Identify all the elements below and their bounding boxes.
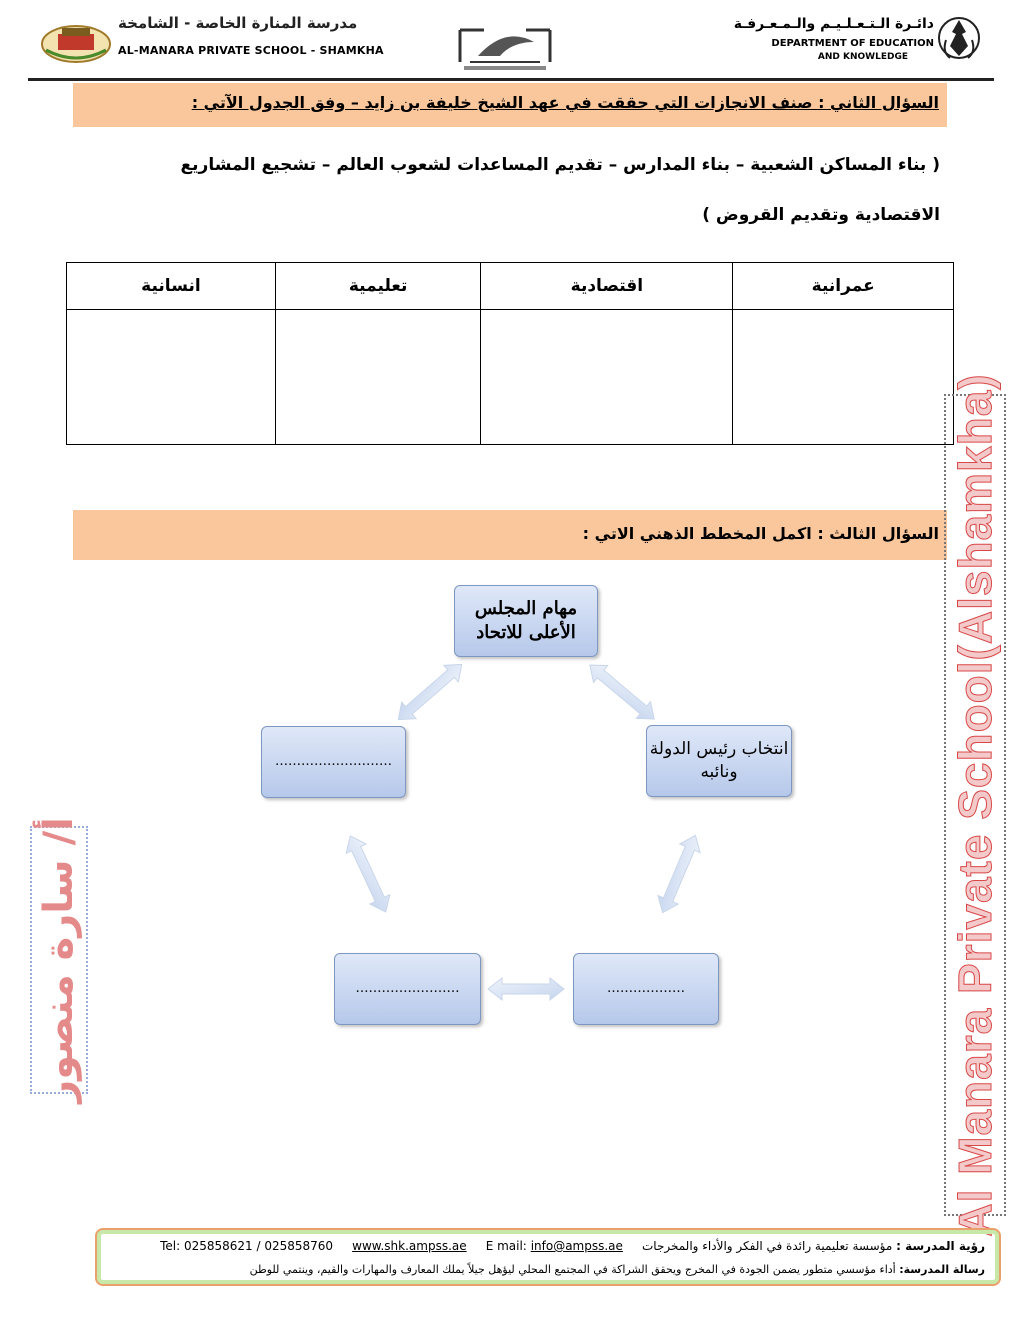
column-header-economic: اقتصادية [481, 263, 733, 310]
side-watermark-arabic-text: أ/ سارة منصور [36, 817, 82, 1103]
footer-tel: Tel: 025858621 / 025858760 [160, 1239, 334, 1253]
side-watermark-english [944, 373, 1006, 1237]
answer-cell-economic[interactable] [481, 310, 733, 445]
school-name-english: AL-MANARA PRIVATE SCHOOL - SHAMKHA [118, 44, 384, 57]
table-header-row [67, 263, 954, 310]
question3-title: السؤال الثالث : اكمل المخطط الذهني الاتي : [582, 524, 939, 543]
arrow-center-left [391, 656, 469, 728]
vision-text: مؤسسة تعليمية رائدة في الفكر والأداء والمخرجات [642, 1239, 893, 1253]
footer-email-link[interactable]: info@ampss.ae [530, 1239, 623, 1253]
mind-map-center-node: مهام المجلس الأعلى للاتحاد [454, 585, 598, 657]
header-divider [28, 78, 994, 81]
arrow-right-bottom [652, 831, 705, 917]
mind-map-left-node-blank[interactable]: ……………………… [261, 726, 406, 798]
question3-title-bar [73, 510, 947, 560]
department-name-english-line2: AND KNOWLEDGE [817, 52, 908, 62]
school-name-arabic: مدرسة المنارة الخاصة - الشامخة [118, 14, 358, 32]
column-header-urban: عمرانية [733, 263, 954, 310]
classification-table [66, 262, 954, 445]
footer-vision-line [160, 1239, 985, 1253]
arrow-bottom-horizontal [488, 978, 564, 1000]
falcon-emblem-icon [936, 10, 982, 66]
department-name-arabic: دائـرة الـتـعـلـيـم والـمـعـرفـة [733, 16, 934, 32]
question2-word-bank-line1: ( بناء المساكن الشعبية – بناء المدارس – تقديم المساعدات لشعوب العالم – تشجيع المشاريع [180, 155, 940, 175]
answer-cell-educational[interactable] [275, 310, 480, 445]
table-answer-row [67, 310, 954, 445]
mind-map-bottom-left-node-blank[interactable]: …………………… [334, 953, 481, 1025]
question2-title: السؤال الثاني : صنف الانجازات التي حققت في عهد الشيخ خليفة بن زايد – وفق الجدول الآتي : [191, 93, 939, 112]
question2-title-bar [73, 83, 947, 127]
mission-label: رسالة المدرسة: [899, 1263, 985, 1276]
mind-map-right-node: انتخاب رئيس الدولة ونائبه [646, 725, 792, 797]
arrow-left-bottom [340, 831, 395, 916]
mission-text: أداء مؤسسي متطور يضمن الجودة في المخرج ويحقق الشراكة في المجتمع المحلي ليؤهل جيلاً يملك المعارف والمهارات والقيم، وينتمي للوطن [249, 1263, 896, 1276]
footer-website-link[interactable]: www.shk.ampss.ae [352, 1239, 467, 1253]
school-crest-logo [38, 10, 114, 66]
center-emblem-logo [430, 22, 580, 74]
footer-email-label: E mail: [485, 1239, 527, 1253]
question2-word-bank-line2: الاقتصادية وتقديم القروض ) [702, 205, 940, 225]
department-name-english-line1: DEPARTMENT OF EDUCATION [771, 38, 934, 49]
footer-box [95, 1228, 1001, 1286]
answer-cell-urban[interactable] [733, 310, 954, 445]
column-header-educational: تعليمية [275, 263, 480, 310]
vision-label: رؤية المدرسة : [896, 1239, 985, 1253]
arrow-center-right [583, 657, 661, 728]
footer-mission-line [250, 1263, 985, 1276]
column-header-humanitarian: انسانية [67, 263, 276, 310]
side-watermark-english-text: Al Manara Private School(Alshamkha) [949, 373, 1001, 1237]
side-watermark-arabic [30, 817, 88, 1103]
mind-map-bottom-right-node-blank[interactable]: ……………… [573, 953, 719, 1025]
answer-cell-humanitarian[interactable] [67, 310, 276, 445]
